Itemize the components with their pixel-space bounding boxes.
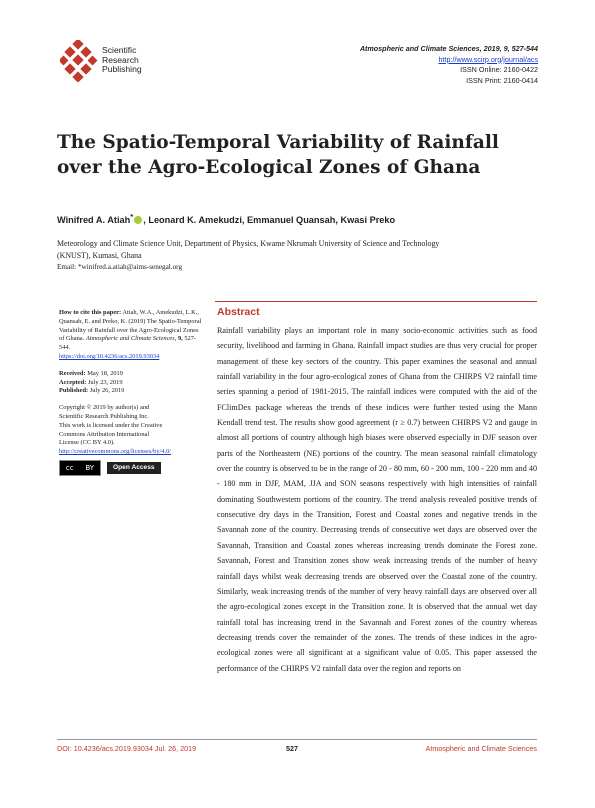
cite-doi-link[interactable]: https://doi.org/10.4236/acs.2019.93034 xyxy=(59,352,160,360)
received-date: May 18, 2019 xyxy=(87,369,123,377)
cc-by-badge[interactable] xyxy=(59,460,101,476)
paper-title-line-1: The Spatio-Temporal Variability of Rainfall xyxy=(57,132,499,153)
received-label: Received: xyxy=(59,369,86,377)
affiliation xyxy=(57,238,537,262)
open-access-badge: Open Access xyxy=(107,462,161,475)
by-icon: BY xyxy=(85,463,95,472)
publisher-line-1: Scientific xyxy=(102,45,137,55)
accepted-date: July 23, 2019 xyxy=(87,378,123,386)
abstract-body: Rainfall variability plays an important role in many socio-economic activities such as food security, livelihood and farming in Ghana. Rainfall impact studies are thus very crucial for proper management of these key sectors of the country. This paper examines the seasonal and annual rainfall variability in the four agro-ecological zones of Ghana from the CHIRPS V2 rainfall time series spanning a period of 1981-2015. The rainfall indices were computed with the aid of the FClimDex package whereas the trends of these indices were further tested using the Mann Kendall trend test. The results show good agreement (r ≥ 0.7) between CHIRPS V2 and gauge in almost all portions of country although high biases were observed especially in DJF season over parts of the Northeastern (NE) portions of the country. The mean seasonal rainfall climatology over the country is observed to be in the range of 20 - 80 mm, 60 - 200 mm, 100 - 220 mm and 40 - 180 mm in DJF, MAM, JJA and SON seasons respectively with high intensities of rainfall dominating Southwestern portions of the country. The trend analysis revealed positive trends of consecutive dry days in the Transition, Forest and Coastal zones and negative trends in the Savannah zone of the country. Decreasing trends of consecutive wet days are observed over the Savannah, Transition and Coastal zones whereas increasing trends dominate the Forest zone. Savannah, Forest and Transition zones show weak increasing trends of the number of heavy rainfall days whilst weak decreasing trends are observed over the Coastal zone of the country. Similarly, weak increasing trends of the number of very heavy rainfall days are observed over all the agro-ecological zones except in the Transition zone. It is observed that the annual wet day rainfall total has increasing trend in the Savannah and Forest zones of the country whereas decreasing trends cover the remainder of the zones. The trends of these indices in the agro-ecological zones were all significant at a significant value of 0.05. This paper assessed the performance of the CHIRPS V2 rainfall data over the region and reports on xyxy=(217,326,537,673)
cite-volume: 9, xyxy=(177,335,183,343)
affiliation-line-2: (KNUST), Kumasi, Ghana xyxy=(57,251,142,260)
first-author: Winifred A. Atiah xyxy=(57,215,131,226)
author-list xyxy=(57,212,537,225)
footer-divider xyxy=(57,739,537,740)
publisher-logo xyxy=(60,40,210,85)
paper-title xyxy=(57,130,537,180)
paper-title-line-2: over the Agro-Ecological Zones of Ghana xyxy=(57,157,481,178)
copyright-line-2: Scientific Research Publishing Inc. xyxy=(59,412,149,420)
journal-citation: Atmospheric and Climate Sciences, 2019, 9, 527-544 xyxy=(359,44,538,53)
corresponding-mark: * xyxy=(130,212,134,221)
license-line-2: Commons Attribution International xyxy=(59,430,150,438)
license-block xyxy=(59,404,205,476)
sidebar xyxy=(59,309,205,484)
citation-block xyxy=(59,309,205,362)
dates-block xyxy=(59,370,205,396)
publisher-logo-icon xyxy=(60,40,100,82)
publisher-name xyxy=(102,46,142,75)
publisher-line-2: Research xyxy=(102,54,139,65)
abstract-heading: Abstract xyxy=(217,306,260,318)
orcid-icon[interactable] xyxy=(134,216,142,224)
abstract-divider xyxy=(215,301,537,302)
license-url-link[interactable]: http://creativecommons.org/licenses/by/4.0/ xyxy=(59,448,172,456)
published-date: July 26, 2019 xyxy=(89,387,125,395)
cite-label: How to cite this paper: xyxy=(59,309,122,316)
footer-doi-date[interactable]: DOI: 10.4236/acs.2019.93034 Jul. 26, 2019 xyxy=(57,744,197,753)
journal-info xyxy=(360,44,538,86)
cite-journal: Atmospheric and Climate Sciences, xyxy=(85,335,177,343)
license-line-1: This work is licensed under the Creative xyxy=(59,421,163,429)
copyright-line-1: Copyright © 2019 by author(s) and xyxy=(59,404,150,412)
issn-online: ISSN Online: 2160-0422 xyxy=(460,65,538,75)
published-label: Published: xyxy=(59,387,89,395)
license-line-3: License (CC BY 4.0). xyxy=(59,439,115,447)
other-authors: , Leonard K. Amekudzi, Emmanuel Quansah, Kwasi Preko xyxy=(143,215,396,226)
publisher-line-3: Publishing xyxy=(102,64,142,75)
author-email[interactable]: Email: *winifred.a.atiah@aims-senegal.org xyxy=(57,263,183,271)
license-badges xyxy=(59,460,205,476)
cite-text: Atiah, W.A., Amekudzi, L.K., Quansah, E. and Preko, K. (2019) The Spatio-Temporal Variability of Rainfall over the Agro-Ecological Zones of Ghana. xyxy=(59,309,202,343)
cc-icon: cc xyxy=(65,463,74,472)
issn-print: ISSN Print: 2160-0414 xyxy=(466,75,538,85)
journal-url-link[interactable]: http://www.scirp.org/journal/acs xyxy=(438,54,538,64)
affiliation-line-1: Meteorology and Climate Science Unit, Department of Physics, Kwame Nkrumah University of Science and Technology xyxy=(57,239,440,248)
cite-pages: 527-544. xyxy=(59,335,197,352)
footer-journal-name: Atmospheric and Climate Sciences xyxy=(425,744,537,753)
page-number: 527 xyxy=(286,744,298,753)
accepted-label: Accepted: xyxy=(59,378,87,386)
